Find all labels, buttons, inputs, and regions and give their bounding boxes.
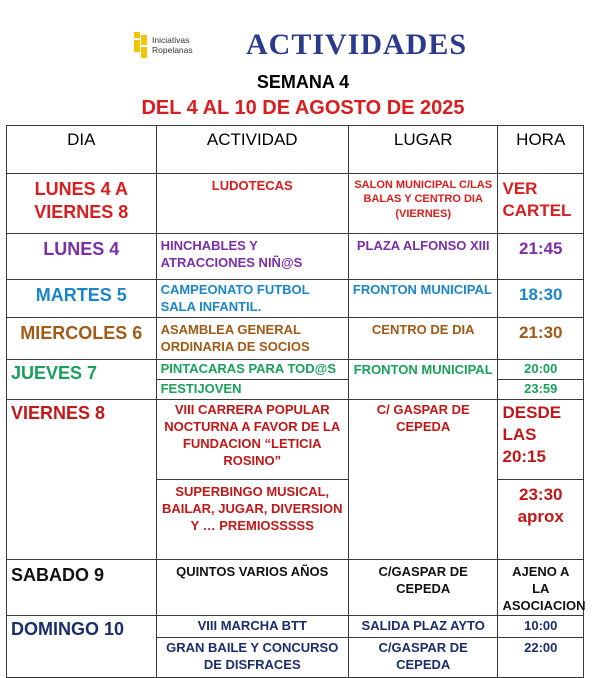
row-hora-2: 23:59 <box>498 380 584 400</box>
row-actividad: CAMPEONATO FUTBOL SALA INFANTIL. <box>156 280 348 318</box>
row-dia: DOMINGO 10 <box>7 615 157 677</box>
hora-line2: CARTEL <box>502 201 572 221</box>
row-dia: LUNES 4 <box>7 234 157 280</box>
logo-text <box>152 35 193 55</box>
table-row <box>7 174 584 234</box>
table-row <box>7 360 584 380</box>
row-dia: MIERCOLES 6 <box>7 318 157 360</box>
header-lugar: LUGAR <box>348 126 498 174</box>
row-lugar: FRONTON MUNICIPAL <box>348 360 498 400</box>
row-hora-1: 10:00 <box>498 615 584 637</box>
row-actividad-2: SUPERBINGO MUSICAL, BAILAR, JUGAR, DIVERSION Y … PREMIOSSSSS <box>156 480 348 560</box>
table-row <box>7 280 584 318</box>
row-actividad-1: PINTACARAS PARA TOD@S <box>156 360 348 380</box>
dia-line1: LUNES 4 A <box>34 179 128 199</box>
hora-line1: VER <box>502 179 538 198</box>
page-title: ACTIVIDADES <box>246 28 468 61</box>
row-dia: SABADO 9 <box>7 560 157 616</box>
row-hora: 18:30 <box>498 280 584 318</box>
row-dia: MARTES 5 <box>7 280 157 318</box>
row-dia <box>7 174 157 234</box>
table-row <box>7 400 584 480</box>
row-lugar: CENTRO DE DIA <box>348 318 498 360</box>
logo-icon <box>134 32 148 58</box>
logo <box>134 32 193 58</box>
row-lugar: SALON MUNICIPAL C/LAS BALAS Y CENTRO DIA (VIERNES) <box>348 174 498 234</box>
row-actividad: HINCHABLES Y ATRACCIONES NIÑ@S <box>156 234 348 280</box>
row-lugar: C/GASPAR DE CEPEDA <box>348 560 498 616</box>
row-hora-1: DESDE LAS 20:15 <box>498 400 584 480</box>
row-actividad-1: VIII MARCHA BTT <box>156 615 348 637</box>
row-hora: AJENO A LA ASOCIACION <box>498 560 584 616</box>
row-dia: JUEVES 7 <box>7 360 157 400</box>
row-lugar-2: C/GASPAR DE CEPEDA <box>348 637 498 677</box>
row-hora-2: 22:00 <box>498 637 584 677</box>
row-actividad-2: FESTIJOVEN <box>156 380 348 400</box>
row-hora: 21:45 <box>498 234 584 280</box>
logo-line2: Ropelanas <box>152 45 193 55</box>
row-actividad-2: GRAN BAILE Y CONCURSO DE DISFRACES <box>156 637 348 677</box>
header-actividad: ACTIVIDAD <box>156 126 348 174</box>
header-dia: DIA <box>7 126 157 174</box>
row-actividad: LUDOTECAS <box>156 174 348 234</box>
logo-line1: Iniciativas <box>152 35 190 45</box>
week-label: SEMANA 4 <box>256 72 350 92</box>
schedule-table <box>6 125 584 678</box>
row-actividad-1: VIII CARRERA POPULAR NOCTURNA A FAVOR DE LA FUNDACION “LETICIA ROSINO” <box>156 400 348 480</box>
row-hora-2: 23:30 aprox <box>498 480 584 560</box>
table-header-row <box>7 126 584 174</box>
row-lugar: PLAZA ALFONSO XIII <box>348 234 498 280</box>
row-hora-1: 20:00 <box>498 360 584 380</box>
dia-line2: VIERNES 8 <box>34 202 129 223</box>
row-lugar-1: SALIDA PLAZ AYTO <box>348 615 498 637</box>
row-lugar: FRONTON MUNICIPAL <box>348 280 498 318</box>
header-hora: HORA <box>498 126 584 174</box>
row-dia: VIERNES 8 <box>7 400 157 560</box>
table-row <box>7 318 584 360</box>
row-lugar: C/ GASPAR DE CEPEDA <box>348 400 498 560</box>
row-hora <box>498 174 584 234</box>
table-row <box>7 234 584 280</box>
row-actividad: ASAMBLEA GENERAL ORDINARIA DE SOCIOS <box>156 318 348 360</box>
table-row <box>7 615 584 637</box>
row-actividad: QUINTOS VARIOS AÑOS <box>156 560 348 616</box>
table-row <box>7 560 584 616</box>
date-range: DEL 4 AL 10 DE AGOSTO DE 2025 <box>141 97 465 119</box>
row-hora: 21:30 <box>498 318 584 360</box>
